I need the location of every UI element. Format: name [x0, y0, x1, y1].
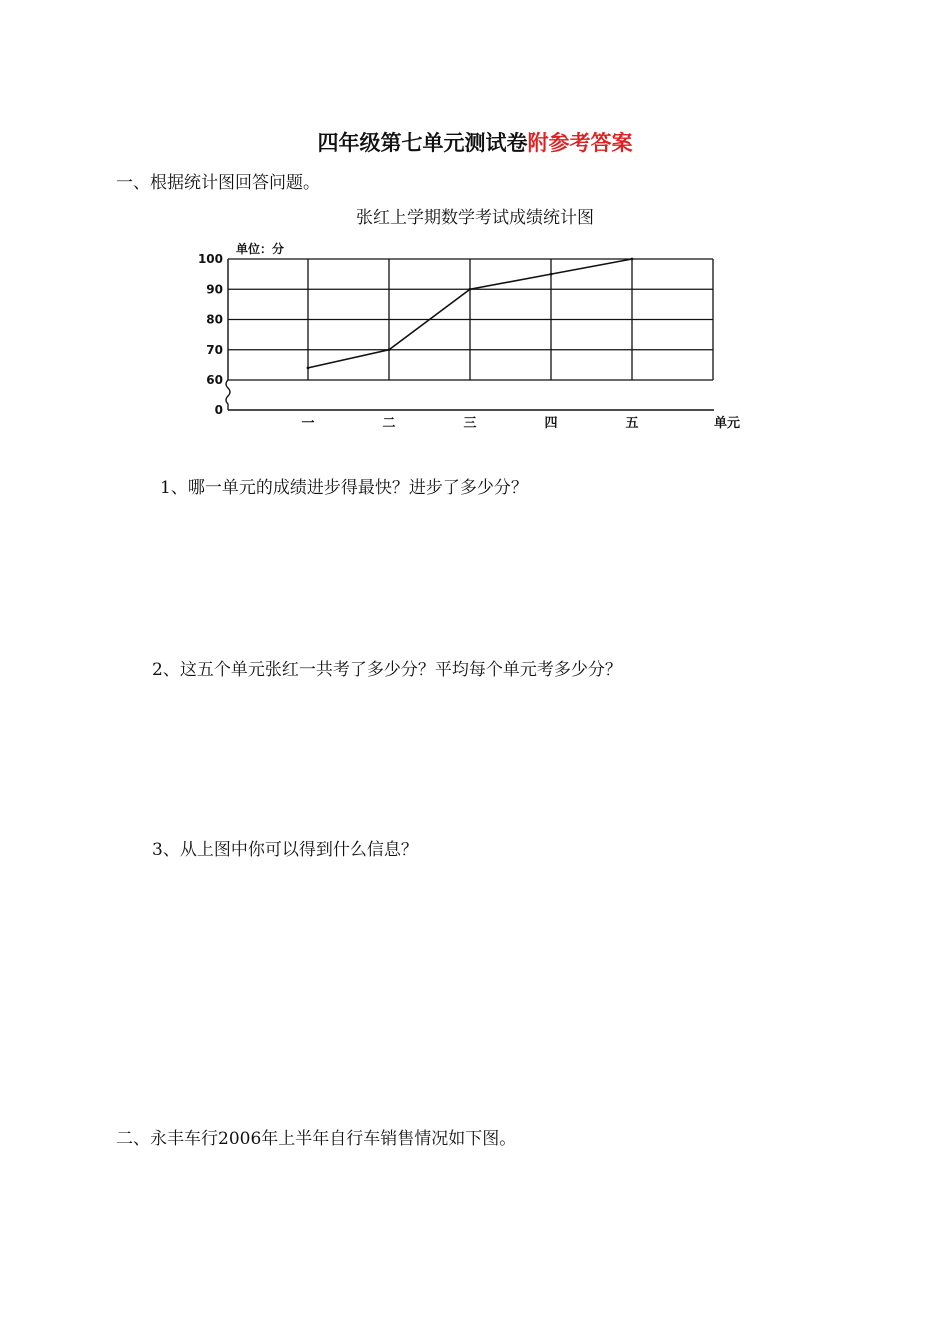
question-3: 3、从上图中你可以得到什么信息？ — [152, 840, 418, 860]
y-tick-label-80: 80 — [206, 312, 223, 327]
x-tick-label-4: 四 — [544, 416, 558, 431]
data-point-5 — [631, 258, 634, 261]
y-tick-label-70: 70 — [206, 342, 223, 357]
y-tick-label-90: 90 — [206, 282, 223, 297]
data-point-3 — [469, 288, 472, 291]
chart-labels — [198, 241, 740, 431]
y-tick-label-60: 60 — [206, 373, 223, 387]
question-2: 2、这五个单元张红一共考了多少分？平均每个单元考多少分？ — [152, 660, 622, 680]
y-tick-label-0: 0 — [214, 403, 223, 417]
question-1: 1、哪一单元的成绩进步得最快？进步了多少分？ — [160, 478, 528, 498]
title-highlight: 附参考答案 — [527, 130, 633, 155]
title-main: 四年级第七单元测试卷 — [317, 130, 528, 155]
data-point-1 — [307, 367, 310, 370]
section2-heading: 二、永丰车行2006年上半年自行车销售情况如下图。 — [116, 1129, 517, 1149]
chart-grid — [228, 259, 713, 380]
data-point-2 — [388, 348, 391, 351]
x-tick-label-1: 一 — [301, 416, 315, 431]
data-point-4 — [550, 273, 553, 276]
section1-heading: 一、根据统计图回答问题。 — [116, 173, 320, 193]
x-axis-label: 单元 — [713, 416, 741, 431]
y-axis-unit-label: 单位：分 — [236, 242, 285, 256]
chart-title: 张红上学期数学考试成绩统计图 — [356, 208, 594, 228]
x-tick-label-5: 五 — [625, 416, 639, 431]
y-tick-label-100: 100 — [197, 252, 223, 266]
x-tick-label-2: 二 — [382, 416, 396, 431]
axis-break — [226, 380, 230, 410]
x-tick-label-3: 三 — [463, 416, 477, 431]
